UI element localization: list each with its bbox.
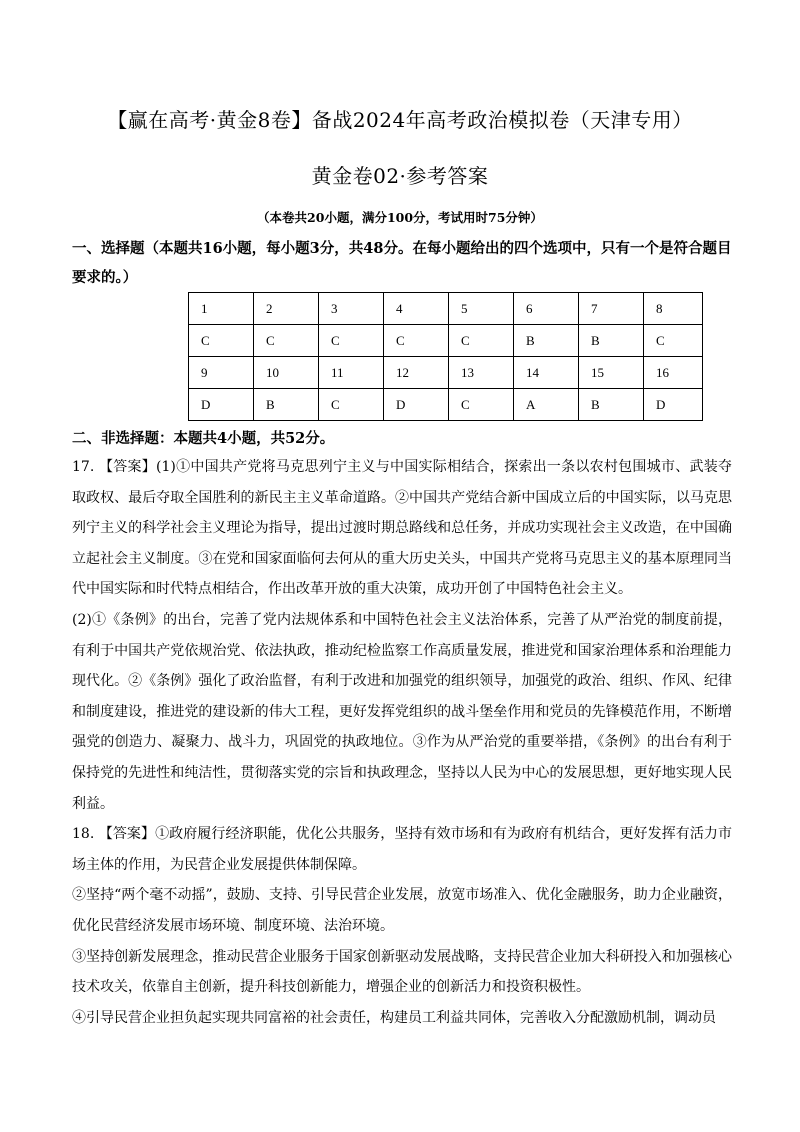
table-cell: B: [514, 325, 579, 357]
table-cell: 5: [449, 293, 514, 325]
table-row: [189, 357, 703, 389]
table-cell: 3: [319, 293, 384, 325]
table-cell: 1: [189, 293, 254, 325]
table-cell: 12: [384, 357, 449, 389]
table-cell: C: [644, 325, 703, 357]
document-subtitle: 黄金卷02·参考答案: [311, 164, 489, 188]
table-cell: A: [514, 389, 579, 421]
table-cell: 7: [579, 293, 644, 325]
table-cell: 16: [644, 357, 703, 389]
q18-answer-point3: ③坚持创新发展理念，推动民营企业服务于国家创新驱动发展战略，支持民营企业加大科研投入和加强核心技术攻关，依靠自主创新，提升科技创新能力，增强企业的创新活力和投资积极性。: [72, 948, 732, 996]
table-cell: B: [254, 389, 319, 421]
table-cell: D: [384, 389, 449, 421]
table-cell: C: [254, 325, 319, 357]
table-cell: C: [449, 325, 514, 357]
q18-answer-point2: ②坚持“两个毫不动摇”，鼓励、支持、引导民营企业发展，放宽市场准入、优化金融服务，助力企业融资，优化民营经济发展市场环境、制度环境、法治环境。: [72, 887, 732, 934]
table-cell: C: [189, 325, 254, 357]
answer-body: [72, 452, 732, 1033]
section-heading-nonchoice: 二、非选择题：本题共4小题，共52分。: [72, 430, 335, 447]
table-cell: C: [449, 389, 514, 421]
q17-answer-part1: 17. 【答案】(1)①中国共产党将马克思列宁主义与中国实际相结合，探索出一条以农村包围城市、武装夺取政权、最后夺取全国胜利的新民主主义革命道路。②中国共产党结合新中国成立后的中国实际，以马克思列宁主义的科学社会主义理论为指导，提出过渡时期总路线和总任务，并成功实现社会主义改造，在中国确立起社会主义制度。③在党和国家面临何去何从的重大历史关头，中国共产党将马克思主义的基本原理同当代中国实际和时代特点相结合，作出改革开放的重大决策，成功开创了中国特色社会主义。: [72, 459, 732, 598]
table-cell: 13: [449, 357, 514, 389]
table-cell: 11: [319, 357, 384, 389]
q18-answer-point4: ④引导民营企业担负起实现共同富裕的社会责任，构建员工利益共同体，完善收入分配激励机制，调动员: [72, 1009, 716, 1026]
table-cell: 4: [384, 293, 449, 325]
exam-info: （本卷共20小题，满分100分，考试用时75分钟）: [257, 210, 543, 225]
table-row: [189, 293, 703, 325]
q17-answer-part2: (2)①《条例》的出台，完善了党内法规体系和中国特色社会主义法治体系，完善了从严治党的制度前提，有利于中国共产党依规治党、依法执政，推动纪检监察工作高质量发展，推进党和国家治理体系和治理能力现代化。②《条例》强化了政治监督，有利于改进和加强党的组织领导，加强党的政治、组织、作风、纪律和制度建设，推进党的建设新的伟大工程，更好发挥党组织的战斗堡垒作用和党员的先锋模范作用，不断增强党的创造力、凝聚力、战斗力，巩固党的执政地位。③作为从严治党的重要举措，《条例》的出台有利于保持党的先进性和纯洁性，贯彻落实党的宗旨和执政理念，坚持以人民为中心的发展思想，更好地实现人民利益。: [72, 611, 732, 812]
table-cell: C: [319, 325, 384, 357]
answer-table: [188, 292, 703, 421]
table-row: [189, 325, 703, 357]
table-cell: C: [319, 389, 384, 421]
table-cell: C: [384, 325, 449, 357]
table-cell: 8: [644, 293, 703, 325]
table-row: [189, 389, 703, 421]
q18-answer-point1: 18. 【答案】①政府履行经济职能，优化公共服务，坚持有效市场和有为政府有机结合，更好发挥有活力市场主体的作用，为民营企业发展提供体制保障。: [72, 826, 732, 873]
table-cell: B: [579, 325, 644, 357]
table-cell: D: [644, 389, 703, 421]
table-cell: D: [189, 389, 254, 421]
table-cell: 6: [514, 293, 579, 325]
table-cell: 14: [514, 357, 579, 389]
table-cell: B: [579, 389, 644, 421]
table-cell: 2: [254, 293, 319, 325]
section-heading-choice: 一、选择题（本题共16小题，每小题3分，共48分。在每小题给出的四个选项中，只有一个是符合题目要求的。）: [72, 240, 732, 286]
table-cell: 9: [189, 357, 254, 389]
table-cell: 15: [579, 357, 644, 389]
table-cell: 10: [254, 357, 319, 389]
document-title: 【赢在高考·黄金8卷】备战2024年高考政治模拟卷（天津专用）: [107, 108, 693, 132]
